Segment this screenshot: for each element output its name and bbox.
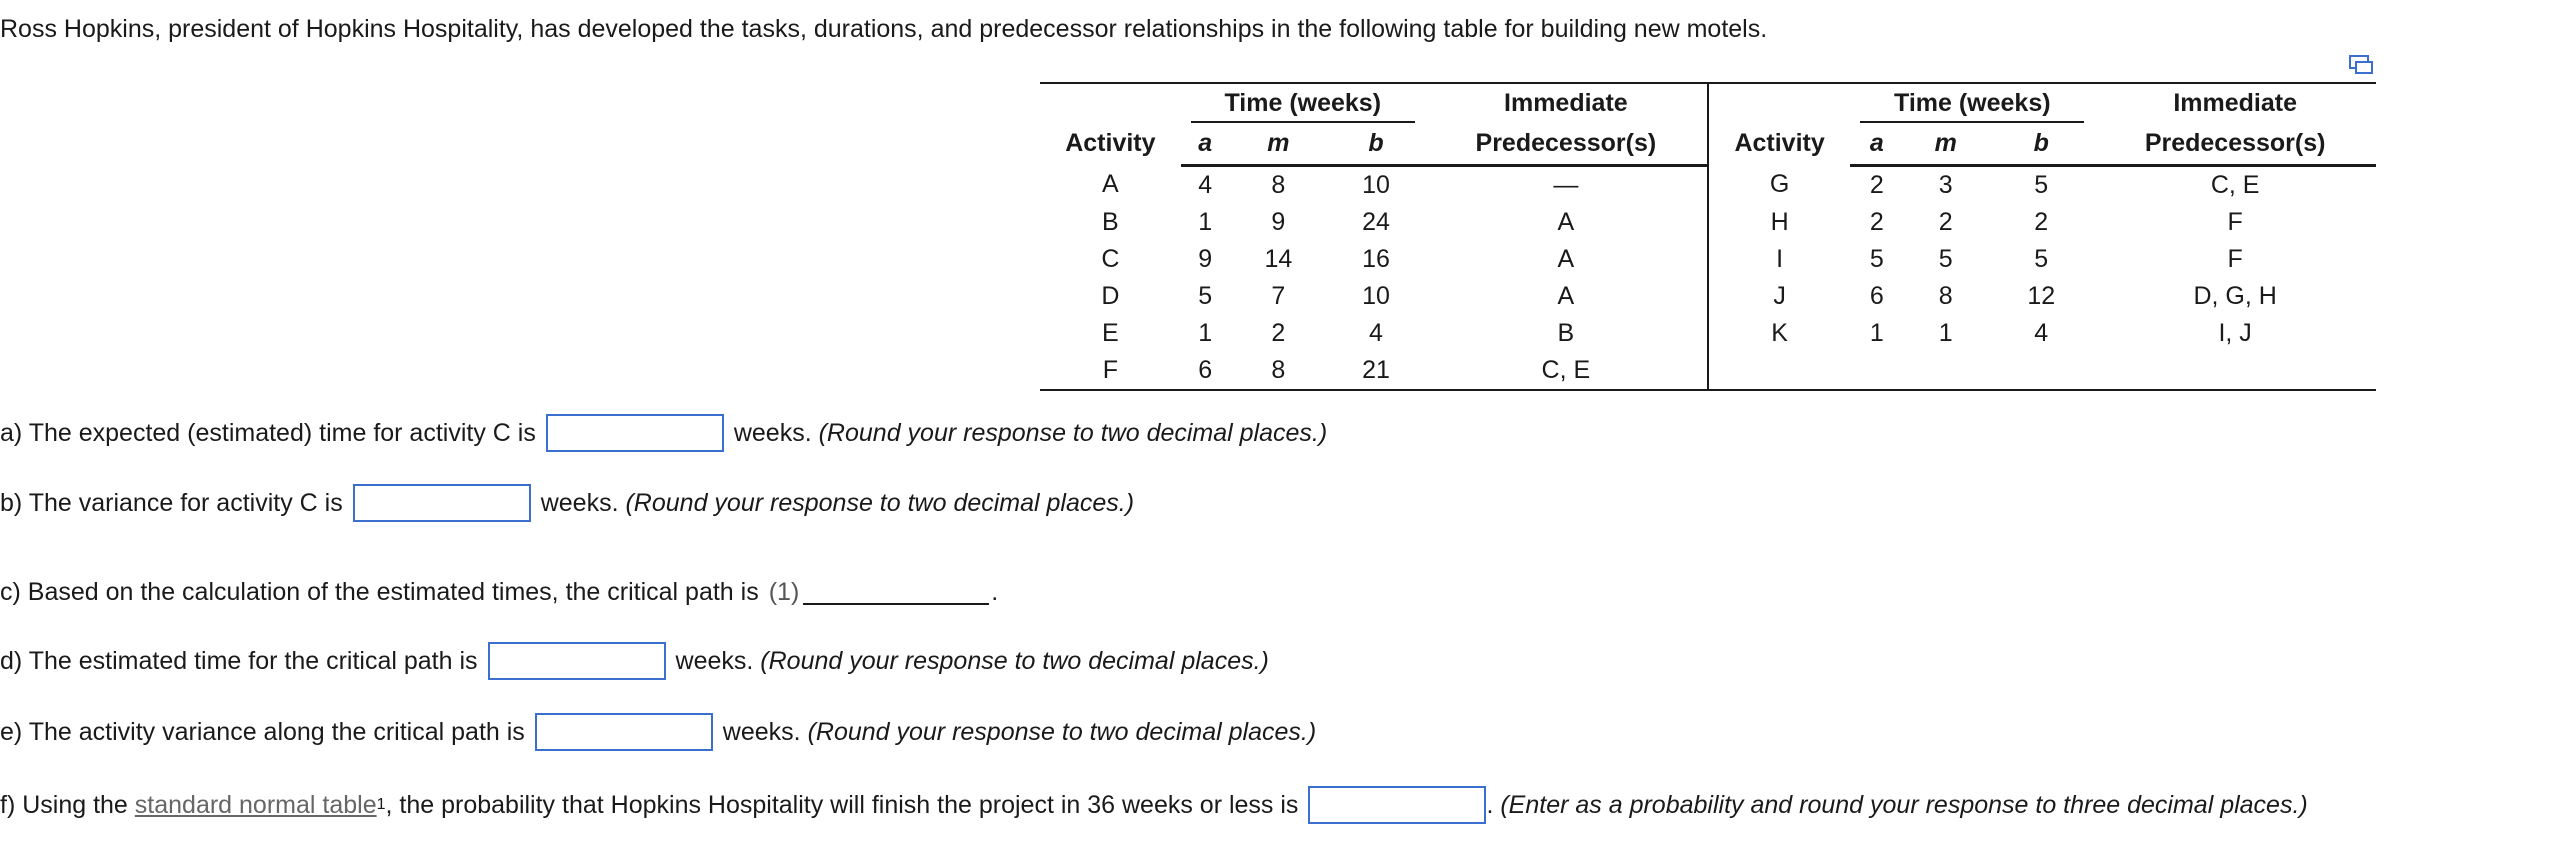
cell-a: 5 xyxy=(1869,245,1884,273)
cell-m: 14 xyxy=(1264,245,1293,273)
cell-b: 24 xyxy=(1362,208,1390,236)
copy-table-icon[interactable] xyxy=(2348,54,2374,76)
col-header-m: m xyxy=(1230,123,1328,166)
cell-predecessors: B xyxy=(1425,315,1708,352)
col-header-activity-2: Activity xyxy=(1708,83,1850,166)
cell-b: 10 xyxy=(1362,282,1390,310)
cell-b: 4 xyxy=(2034,319,2049,347)
col-header-immediate: Immediate xyxy=(1425,83,1708,123)
cell-m: 2 xyxy=(1938,208,1953,236)
cell-predecessors: C, E xyxy=(2210,171,2260,199)
cell-activity: K xyxy=(1771,319,1788,347)
cell-m: 8 xyxy=(1271,171,1286,199)
cell-activity xyxy=(1708,352,1850,390)
question-e-unit: weeks. xyxy=(722,717,801,746)
critical-path-dropdown[interactable] xyxy=(803,581,989,605)
cell-m: 3 xyxy=(1938,171,1953,199)
cell-m: 9 xyxy=(1271,208,1286,236)
col-header-a-2: a xyxy=(1850,123,1903,166)
question-d-text: d) The estimated time for the critical path is xyxy=(0,646,478,675)
question-a-text: a) The expected (estimated) time for activity C is xyxy=(0,418,536,447)
activity-table xyxy=(1040,82,2376,391)
col-header-a: a xyxy=(1181,123,1230,166)
cell-b: 5 xyxy=(2034,171,2049,199)
standard-normal-table-link[interactable]: standard normal table xyxy=(134,790,377,819)
question-f-note: (Enter as a probability and round your response to three decimal places.) xyxy=(1500,790,2308,819)
cell-activity: I xyxy=(1776,245,1784,273)
cell-predecessors: — xyxy=(1425,166,1708,205)
question-b-text: b) The variance for activity C is xyxy=(0,488,343,517)
cell-m: 7 xyxy=(1271,282,1286,310)
col-header-b-2: b xyxy=(1988,123,2094,166)
cell-predecessors: F xyxy=(2227,208,2243,236)
col-header-time-2: Time (weeks) xyxy=(1850,83,2094,123)
question-b xyxy=(0,484,1134,522)
answer-e-input[interactable] xyxy=(535,713,713,751)
cell-activity: B xyxy=(1102,208,1119,236)
question-f xyxy=(0,786,2308,824)
answer-a-input[interactable] xyxy=(546,414,724,452)
cell-m: 5 xyxy=(1938,245,1953,273)
cell-predecessors xyxy=(2094,352,2376,390)
col-header-activity: Activity xyxy=(1040,83,1181,166)
cell-a: 5 xyxy=(1198,282,1213,310)
table-row xyxy=(1040,278,2376,315)
table-row xyxy=(1040,166,2376,205)
cell-b: 2 xyxy=(2034,208,2049,236)
cell-b: 10 xyxy=(1362,171,1390,199)
cell-m: 2 xyxy=(1271,319,1286,347)
cell-predecessors: A xyxy=(1425,204,1708,241)
cell-b: 16 xyxy=(1362,245,1390,273)
cell-m: 8 xyxy=(1230,352,1328,390)
table-row xyxy=(1040,352,2376,390)
cell-a: 2 xyxy=(1869,208,1884,236)
cell-activity: D xyxy=(1101,282,1120,310)
cell-activity: C xyxy=(1101,245,1120,273)
cell-m: 1 xyxy=(1938,319,1953,347)
table-row xyxy=(1040,204,2376,241)
cell-m xyxy=(1903,352,1988,390)
cell-activity: E xyxy=(1102,319,1119,347)
question-e-note: (Round your response to two decimal places.) xyxy=(807,717,1317,746)
question-a-note: (Round your response to two decimal places.) xyxy=(818,418,1328,447)
question-b-unit: weeks. xyxy=(540,488,619,517)
question-d-unit: weeks. xyxy=(675,646,754,675)
cell-b: 4 xyxy=(1369,319,1383,347)
question-c xyxy=(0,578,998,607)
col-header-predecessors-2: Predecessor(s) xyxy=(2094,123,2376,166)
question-f-unit: . xyxy=(1486,790,1494,819)
footnote-marker: 1 xyxy=(376,796,386,813)
cell-a: 6 xyxy=(1181,352,1230,390)
cell-b: 12 xyxy=(2027,282,2056,310)
cell-b: 21 xyxy=(1327,352,1425,390)
question-d-note: (Round your response to two decimal places.) xyxy=(760,646,1269,675)
cell-a: 4 xyxy=(1198,171,1213,199)
col-header-m-2: m xyxy=(1903,123,1988,166)
cell-a: 1 xyxy=(1869,319,1884,347)
col-header-time: Time (weeks) xyxy=(1181,83,1425,123)
question-e-text: e) The activity variance along the critical path is xyxy=(0,717,525,746)
question-c-text: c) Based on the calculation of the estimated times, the critical path is xyxy=(0,578,759,606)
question-a-unit: weeks. xyxy=(733,418,812,447)
intro-text: Ross Hopkins, president of Hopkins Hospitality, has developed the tasks, durations, and predecessor relationships in the following table for building new motels. xyxy=(0,15,1768,43)
table-row xyxy=(1040,315,2376,352)
cell-a: 9 xyxy=(1198,245,1213,273)
cell-activity: A xyxy=(1102,170,1119,199)
cell-predecessors: D, G, H xyxy=(2193,282,2277,310)
answer-d-input[interactable] xyxy=(488,642,666,680)
cell-activity: G xyxy=(1769,170,1790,199)
question-d xyxy=(0,642,1269,680)
cell-predecessors: C, E xyxy=(1425,352,1708,390)
cell-a: 1 xyxy=(1198,319,1213,347)
cell-m: 8 xyxy=(1938,282,1953,310)
cell-a: 6 xyxy=(1869,282,1884,310)
cell-b xyxy=(1988,352,2094,390)
col-header-predecessors: Predecessor(s) xyxy=(1425,123,1708,166)
question-a xyxy=(0,414,1327,452)
answer-f-input[interactable] xyxy=(1308,786,1486,824)
cell-predecessors: A xyxy=(1425,241,1708,278)
cell-a: 2 xyxy=(1869,171,1884,199)
col-header-immediate-2: Immediate xyxy=(2094,83,2376,123)
cell-activity: J xyxy=(1773,282,1786,310)
question-e xyxy=(0,713,1316,751)
cell-a xyxy=(1850,352,1903,390)
table-row xyxy=(1040,241,2376,278)
cell-activity: H xyxy=(1770,208,1789,236)
col-header-b: b xyxy=(1327,123,1425,166)
answer-b-input[interactable] xyxy=(353,484,531,522)
cell-predecessors: F xyxy=(2227,245,2243,273)
question-f-mid: , the probability that Hopkins Hospitality will finish the project in 36 weeks or less is xyxy=(385,790,1299,819)
question-f-text: f) Using the xyxy=(0,790,128,819)
question-b-note: (Round your response to two decimal places.) xyxy=(625,488,1135,517)
cell-activity: F xyxy=(1040,352,1181,390)
cell-b: 5 xyxy=(2034,245,2049,273)
dropdown-number: (1) xyxy=(768,578,800,606)
question-c-tail: . xyxy=(991,578,999,606)
cell-a: 1 xyxy=(1198,208,1213,236)
cell-predecessors: A xyxy=(1425,278,1708,315)
cell-predecessors: I, J xyxy=(2218,319,2252,347)
